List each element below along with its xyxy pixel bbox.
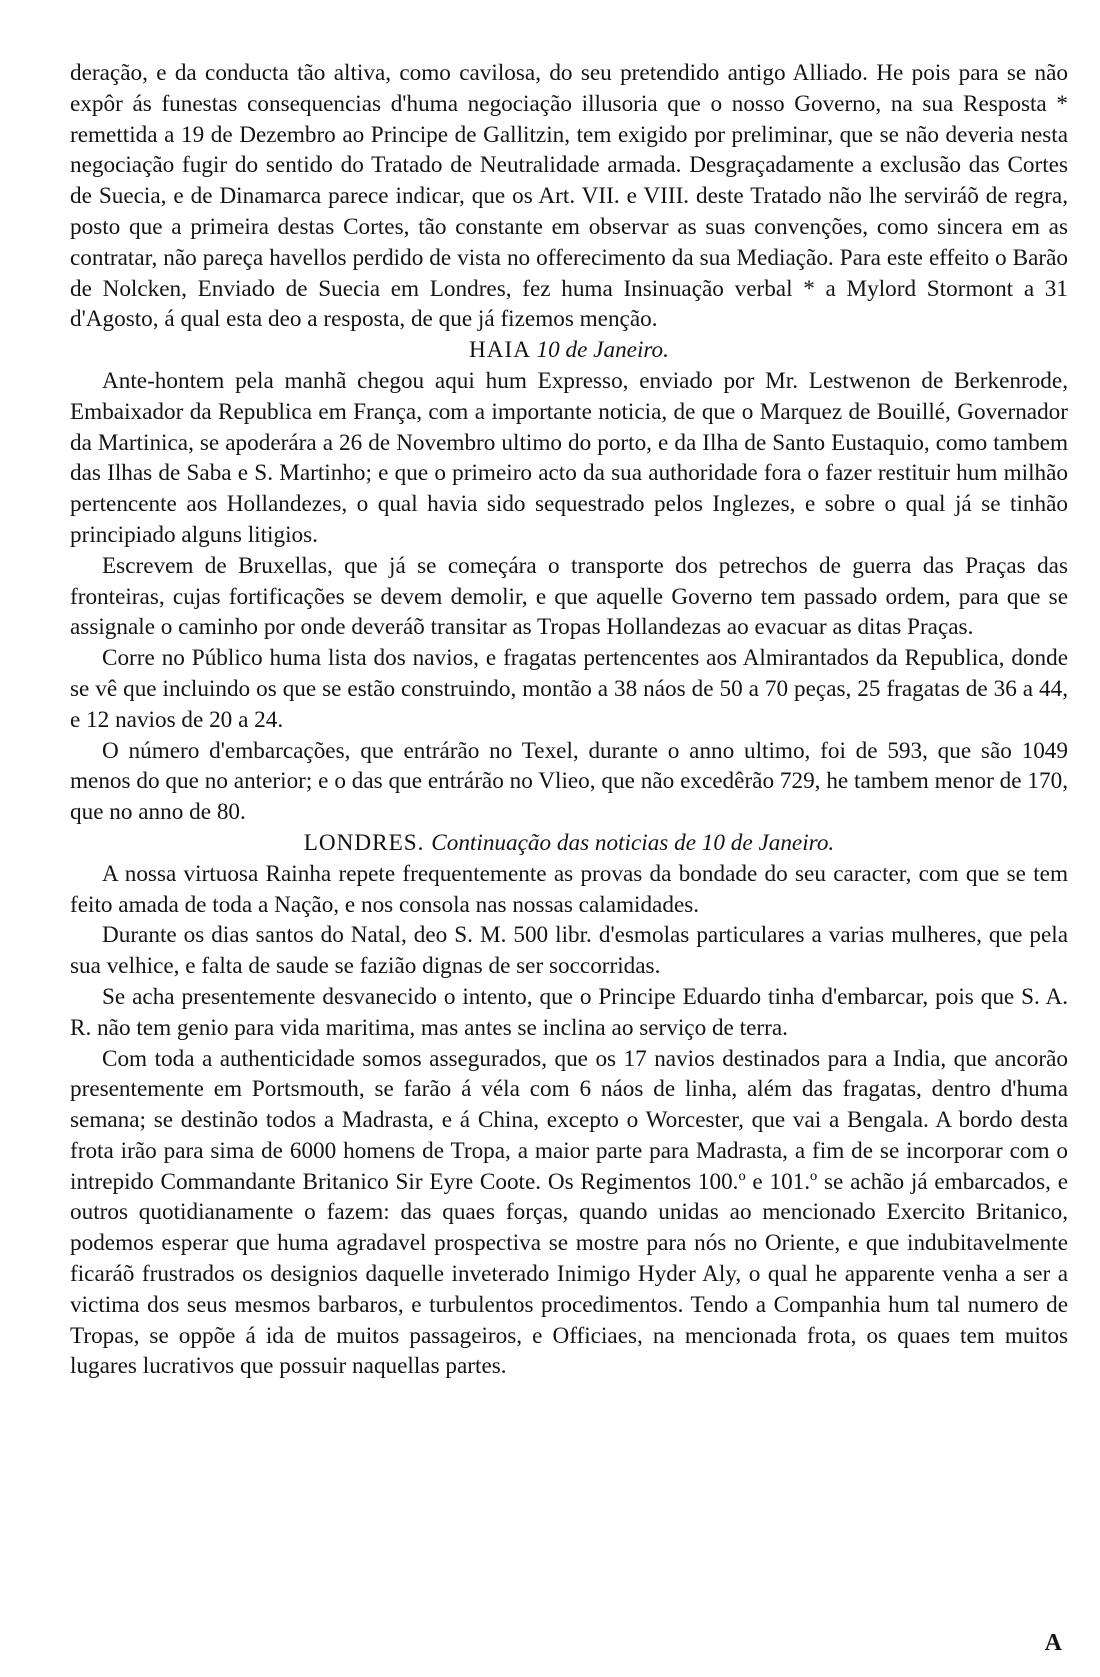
- haia-paragraph-3: Corre no Público huma lista dos navios, e fragatas pertencentes aos Almirantados da Republica, donde se vê que incluindo os que se estão construindo, montão a 38 náos de 50 a 70 peças, 25 fragatas de 36 a 44, e 12 navios de 20 a 24.: [70, 645, 1068, 733]
- haia-paragraph-4: O número d'embarcações, que entrárão no Texel, durante o anno ultimo, foi de 593, que são 1049 menos do que no anterior; e o das que entrárão no Vlieo, que não excedêrão 729, he tambem menor de 170, que no anno de 80.: [70, 737, 1068, 826]
- haia-heading-main: HAIA: [469, 337, 530, 364]
- opening-paragraph: deração, e da conducta tão altiva, como cavilosa, do seu pretendido antigo Alliado. He pois para se não expôr ás funestas consequencias d'huma negociação illusoria que o nosso Governo, na sua Resposta * remettida a 19 de Dezembro ao Principe de Gallitzin, tem exigido por preliminar, que se não deveria nesta negociação fugir do sentido do Tratado de Neutralidade armada. Desgraçadamente a exclusão das Cortes de Suecia, e de Dinamarca parece indicar, que os Art. VII. e VIII. deste Tratado não lhe serviráõ de regra, posto que a primeira destas Cortes, tão constante em observar as suas convenções, como sincera em as contratar, não pareça havellos perdido de vista no offerecimento da sua Mediação. Para este effeito o Barão de Nolcken, Enviado de Suecia em Londres, fez huma Insinuação verbal * a Mylord Stormont a 31 d'Agosto, á qual esta deo a resposta, de que já fizemos menção.: [70, 60, 1068, 333]
- londres-paragraph-3: Se acha presentemente desvanecido o intento, que o Principe Eduardo tinha d'embarcar, pois que S. A. R. não tem genio para vida maritima, mas antes se inclina ao serviço de terra.: [70, 983, 1068, 1041]
- haia-paragraph-2: Escrevem de Bruxellas, que já se começára o transporte dos petrechos de guerra das Praças das fronteiras, cujas fortificações se devem demolir, e que aquelle Governo tem passado ordem, para que se assignale o caminho por onde deveráõ transitar as Tropas Hollandezas ao evacuar as ditas Praças.: [70, 552, 1068, 641]
- haia-heading: [70, 335, 1068, 366]
- londres-heading: [70, 828, 1068, 859]
- londres-paragraph-1: A nossa virtuosa Rainha repete frequentemente as provas da bondade do seu caracter, com que se tem feito amada de toda a Nação, e nos consola nas nossas calamidades.: [70, 860, 1068, 918]
- londres-paragraph-4: Com toda a authenticidade somos assegurados, que os 17 navios destinados para a India, que ancorão presentemente em Portsmouth, se farão á véla com 6 náos de linha, além das fragatas, dentro d'huma semana; se destinão todos a Madrasta, e á China, excepto o Worcester, que vai a Bengala. A bordo desta frota irão para sima de 6000 homens de Tropa, a maior parte para Madrasta, a fim de se incorporar com o intrepido Commandante Britanico Sir Eyre Coote. Os Regimentos 100.º e 101.º se achão já embarcados, e outros quotidianamente o fazem: das quaes forças, quando unidas ao mencionado Exercito Britanico, podemos esperar que huma agradavel prospectiva se mostre para nós no Oriente, e que indubitavelmente ficaráõ frustrados os designios daquelle inveterado Inimigo Hyder Aly, o qual he apparente venha a ser a victima dos seus mesmos barbaros, e turbulentos procedimentos. Tendo a Companhia hum tal numero de Tropas, se oppõe á ida de muitos passageiros, e Officiaes, na mencionada frota, os quaes tem muitos lugares lucrativos que possuir naquellas partes.: [70, 1045, 1068, 1380]
- londres-paragraph-2: Durante os dias santos do Natal, deo S. M. 500 libr. d'esmolas particulares a varias mulheres, que pela sua velhice, e falta de saude se fazião dignas de ser soccorridas.: [70, 922, 1068, 980]
- haia-paragraph-1: Ante-hontem pela manhã chegou aqui hum Expresso, enviado por Mr. Lestwenon de Berkenrode, Embaixador da Republica em França, com a importante noticia, de que o Marquez de Bouillé, Governador da Martinica, se apoderára a 26 de Novembro ultimo do porto, e da Ilha de Santo Eustaquio, como tambem das Ilhas de Saba e S. Martinho; e que o primeiro acto da sua authoridade fora o fazer restituir hum milhão pertencente aos Hollandezes, o qual havia sido sequestrado pelos Inglezes, e sobre o qual já se tinhão principiado alguns litigios.: [70, 367, 1068, 548]
- catchword: A: [1044, 1630, 1062, 1656]
- londres-heading-sub: Continuação das noticias de 10 de Janeiro.: [431, 829, 835, 856]
- haia-heading-date: 10 de Janeiro.: [536, 337, 669, 364]
- londres-heading-main: LONDRES.: [303, 829, 425, 856]
